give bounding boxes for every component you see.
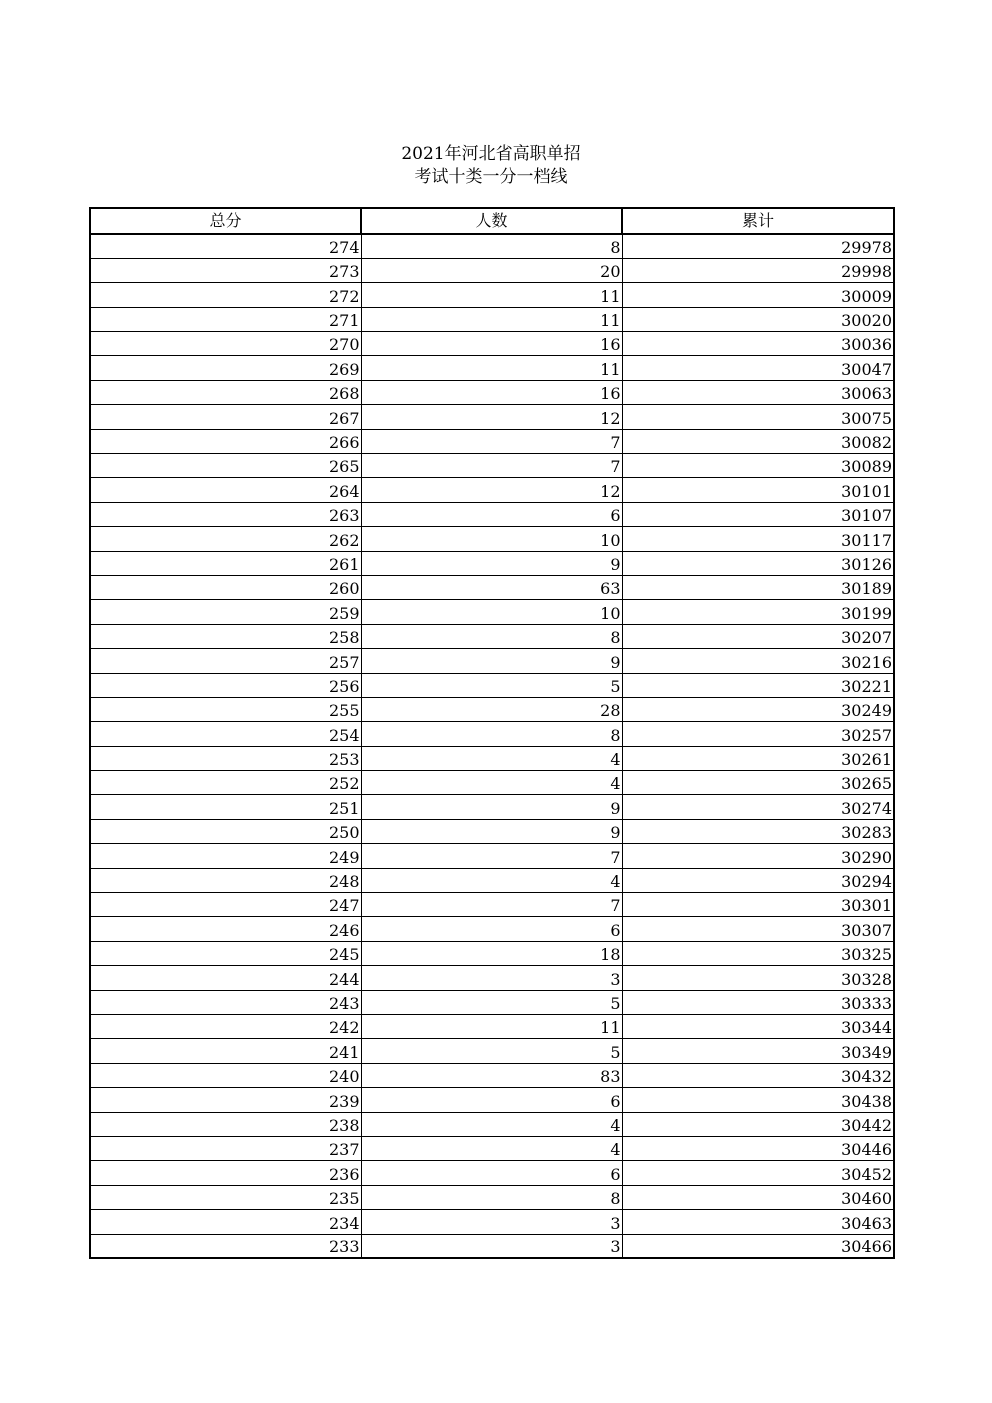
cell-cumulative: 30189 xyxy=(622,575,894,599)
cell-count: 20 xyxy=(361,258,622,282)
table-row xyxy=(90,575,894,599)
cell-cumulative: 30438 xyxy=(622,1088,894,1112)
cell-total-score: 247 xyxy=(90,893,361,917)
cell-count: 6 xyxy=(361,1088,622,1112)
table-row xyxy=(90,673,894,697)
cell-cumulative: 30075 xyxy=(622,405,894,429)
table-row xyxy=(90,600,894,624)
cell-cumulative: 30325 xyxy=(622,941,894,965)
table-row xyxy=(90,258,894,282)
cell-total-score: 236 xyxy=(90,1161,361,1185)
cell-count: 5 xyxy=(361,673,622,697)
cell-count: 4 xyxy=(361,771,622,795)
table-row xyxy=(90,307,894,331)
cell-cumulative: 30349 xyxy=(622,1039,894,1063)
table-header-row xyxy=(90,208,894,234)
title-line-2: 考试十类一分一档线 xyxy=(414,167,568,187)
cell-count: 5 xyxy=(361,1039,622,1063)
cell-count: 6 xyxy=(361,1161,622,1185)
cell-count: 7 xyxy=(361,429,622,453)
cell-total-score: 261 xyxy=(90,551,361,575)
table-row xyxy=(90,234,894,258)
cell-count: 11 xyxy=(361,283,622,307)
cell-cumulative: 30089 xyxy=(622,454,894,478)
cell-cumulative: 30257 xyxy=(622,722,894,746)
cell-count: 5 xyxy=(361,990,622,1014)
cell-count: 11 xyxy=(361,1015,622,1039)
table-row xyxy=(90,746,894,770)
cell-total-score: 268 xyxy=(90,380,361,404)
cell-cumulative: 30117 xyxy=(622,527,894,551)
cell-cumulative: 30063 xyxy=(622,380,894,404)
table-row xyxy=(90,332,894,356)
cell-total-score: 248 xyxy=(90,868,361,892)
cell-cumulative: 30442 xyxy=(622,1112,894,1136)
cell-total-score: 267 xyxy=(90,405,361,429)
cell-count: 63 xyxy=(361,575,622,599)
cell-total-score: 249 xyxy=(90,844,361,868)
cell-cumulative: 29998 xyxy=(622,258,894,282)
cell-cumulative: 30290 xyxy=(622,844,894,868)
cell-cumulative: 30294 xyxy=(622,868,894,892)
cell-total-score: 237 xyxy=(90,1136,361,1160)
table-row xyxy=(90,1185,894,1209)
cell-cumulative: 30466 xyxy=(622,1234,894,1258)
table-row xyxy=(90,1015,894,1039)
cell-count: 9 xyxy=(361,819,622,843)
cell-total-score: 260 xyxy=(90,575,361,599)
cell-cumulative: 30199 xyxy=(622,600,894,624)
cell-total-score: 239 xyxy=(90,1088,361,1112)
cell-count: 4 xyxy=(361,746,622,770)
table-row xyxy=(90,1112,894,1136)
cell-cumulative: 30333 xyxy=(622,990,894,1014)
cell-total-score: 262 xyxy=(90,527,361,551)
cell-cumulative: 30328 xyxy=(622,966,894,990)
cell-count: 6 xyxy=(361,917,622,941)
cell-total-score: 263 xyxy=(90,502,361,526)
cell-cumulative: 30301 xyxy=(622,893,894,917)
table-row xyxy=(90,941,894,965)
cell-count: 4 xyxy=(361,1136,622,1160)
table-row xyxy=(90,697,894,721)
table-row xyxy=(90,1210,894,1234)
cell-total-score: 253 xyxy=(90,746,361,770)
cell-count: 8 xyxy=(361,624,622,648)
cell-count: 3 xyxy=(361,966,622,990)
cell-total-score: 245 xyxy=(90,941,361,965)
cell-total-score: 242 xyxy=(90,1015,361,1039)
cell-total-score: 256 xyxy=(90,673,361,697)
cell-total-score: 246 xyxy=(90,917,361,941)
cell-cumulative: 30107 xyxy=(622,502,894,526)
table-row xyxy=(90,1136,894,1160)
table-row xyxy=(90,527,894,551)
table-row xyxy=(90,478,894,502)
table-body xyxy=(90,234,894,1258)
cell-total-score: 270 xyxy=(90,332,361,356)
cell-total-score: 264 xyxy=(90,478,361,502)
table-row xyxy=(90,380,894,404)
table-row xyxy=(90,356,894,380)
cell-total-score: 234 xyxy=(90,1210,361,1234)
table-row xyxy=(90,1088,894,1112)
cell-total-score: 233 xyxy=(90,1234,361,1258)
cell-total-score: 257 xyxy=(90,649,361,673)
cell-count: 4 xyxy=(361,1112,622,1136)
cell-count: 7 xyxy=(361,893,622,917)
cell-total-score: 274 xyxy=(90,234,361,258)
cell-count: 83 xyxy=(361,1063,622,1087)
cell-cumulative: 30047 xyxy=(622,356,894,380)
table-row xyxy=(90,551,894,575)
cell-count: 9 xyxy=(361,551,622,575)
table-row xyxy=(90,722,894,746)
cell-count: 9 xyxy=(361,795,622,819)
cell-cumulative: 30249 xyxy=(622,697,894,721)
cell-total-score: 259 xyxy=(90,600,361,624)
cell-total-score: 252 xyxy=(90,771,361,795)
table-row xyxy=(90,1161,894,1185)
table-row xyxy=(90,1063,894,1087)
table-row xyxy=(90,795,894,819)
cell-total-score: 273 xyxy=(90,258,361,282)
cell-total-score: 241 xyxy=(90,1039,361,1063)
cell-cumulative: 30126 xyxy=(622,551,894,575)
cell-count: 3 xyxy=(361,1234,622,1258)
table-row xyxy=(90,844,894,868)
cell-total-score: 269 xyxy=(90,356,361,380)
cell-total-score: 266 xyxy=(90,429,361,453)
table-row xyxy=(90,1234,894,1258)
cell-count: 7 xyxy=(361,844,622,868)
cell-cumulative: 30221 xyxy=(622,673,894,697)
table-row xyxy=(90,429,894,453)
cell-total-score: 240 xyxy=(90,1063,361,1087)
cell-total-score: 271 xyxy=(90,307,361,331)
header-cumulative: 累计 xyxy=(622,208,894,234)
cell-cumulative: 30344 xyxy=(622,1015,894,1039)
cell-cumulative: 30216 xyxy=(622,649,894,673)
cell-total-score: 250 xyxy=(90,819,361,843)
cell-total-score: 238 xyxy=(90,1112,361,1136)
cell-total-score: 265 xyxy=(90,454,361,478)
cell-count: 10 xyxy=(361,600,622,624)
document-title xyxy=(0,143,982,189)
cell-total-score: 258 xyxy=(90,624,361,648)
table-row xyxy=(90,990,894,1014)
cell-count: 18 xyxy=(361,941,622,965)
cell-cumulative: 30036 xyxy=(622,332,894,356)
table-row xyxy=(90,283,894,307)
table-row xyxy=(90,966,894,990)
cell-cumulative: 30020 xyxy=(622,307,894,331)
title-line-1: 2021年河北省高职单招 xyxy=(401,144,581,164)
cell-cumulative: 30463 xyxy=(622,1210,894,1234)
table-row xyxy=(90,771,894,795)
cell-cumulative: 30101 xyxy=(622,478,894,502)
cell-count: 10 xyxy=(361,527,622,551)
cell-cumulative: 30446 xyxy=(622,1136,894,1160)
cell-cumulative: 30460 xyxy=(622,1185,894,1209)
cell-total-score: 251 xyxy=(90,795,361,819)
cell-cumulative: 30432 xyxy=(622,1063,894,1087)
cell-count: 16 xyxy=(361,332,622,356)
table-row xyxy=(90,624,894,648)
cell-count: 4 xyxy=(361,868,622,892)
table-row xyxy=(90,502,894,526)
cell-count: 11 xyxy=(361,356,622,380)
cell-cumulative: 30452 xyxy=(622,1161,894,1185)
score-distribution-table xyxy=(89,207,895,1259)
cell-count: 12 xyxy=(361,405,622,429)
header-count: 人数 xyxy=(361,208,622,234)
cell-cumulative: 30283 xyxy=(622,819,894,843)
table-row xyxy=(90,454,894,478)
cell-total-score: 243 xyxy=(90,990,361,1014)
cell-count: 7 xyxy=(361,454,622,478)
cell-cumulative: 30307 xyxy=(622,917,894,941)
cell-cumulative: 29978 xyxy=(622,234,894,258)
table-row xyxy=(90,649,894,673)
table-row xyxy=(90,893,894,917)
table-row xyxy=(90,868,894,892)
cell-count: 3 xyxy=(361,1210,622,1234)
cell-count: 9 xyxy=(361,649,622,673)
cell-total-score: 272 xyxy=(90,283,361,307)
table-row xyxy=(90,917,894,941)
cell-count: 12 xyxy=(361,478,622,502)
table-row xyxy=(90,405,894,429)
cell-cumulative: 30265 xyxy=(622,771,894,795)
header-total-score: 总分 xyxy=(90,208,361,234)
cell-total-score: 244 xyxy=(90,966,361,990)
cell-count: 11 xyxy=(361,307,622,331)
table-row xyxy=(90,819,894,843)
cell-count: 8 xyxy=(361,234,622,258)
cell-count: 8 xyxy=(361,722,622,746)
table-row xyxy=(90,1039,894,1063)
cell-cumulative: 30082 xyxy=(622,429,894,453)
cell-cumulative: 30261 xyxy=(622,746,894,770)
cell-cumulative: 30009 xyxy=(622,283,894,307)
cell-count: 8 xyxy=(361,1185,622,1209)
cell-cumulative: 30207 xyxy=(622,624,894,648)
cell-count: 6 xyxy=(361,502,622,526)
cell-total-score: 254 xyxy=(90,722,361,746)
cell-count: 28 xyxy=(361,697,622,721)
cell-cumulative: 30274 xyxy=(622,795,894,819)
cell-count: 16 xyxy=(361,380,622,404)
cell-total-score: 255 xyxy=(90,697,361,721)
cell-total-score: 235 xyxy=(90,1185,361,1209)
